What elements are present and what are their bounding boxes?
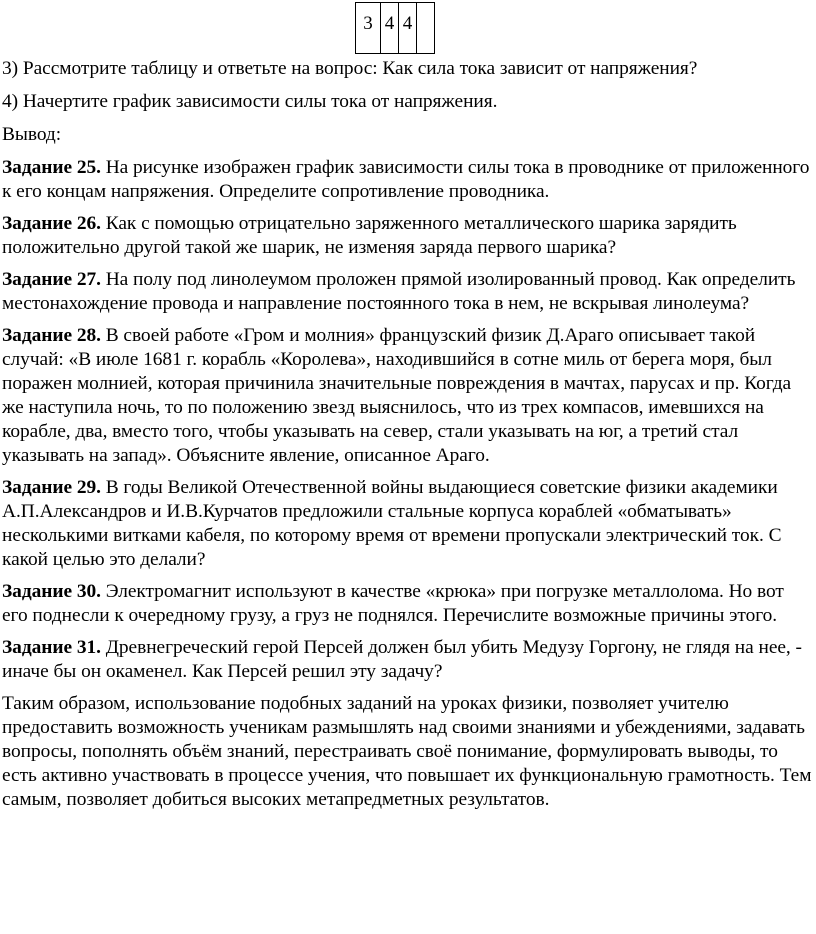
task-label: Задание 28. [2, 325, 101, 346]
task-text: Электромагнит используют в качестве «крюка» при погрузке металлолома. Но вот его поднесли к очередному грузу, а груз не поднялся. Перечислите возможные причины этого. [2, 581, 784, 626]
task-29 [2, 476, 812, 572]
question-item-3: 3) Рассмотрите таблицу и ответьте на вопрос: Как сила тока зависит от напряжения? [2, 58, 698, 79]
task-27 [2, 268, 812, 316]
task-26 [2, 212, 812, 260]
task-25 [2, 156, 812, 204]
document-body [2, 57, 812, 820]
task-text: В годы Великой Отечественной войны выдающиеся советские физики академики А.П.Александров и И.В.Курчатов предложили стальные корпуса кораблей «обматывать» несколькими витками кабеля, по которому время от времени пропускали электрический ток. С какой целью это делали? [2, 477, 782, 570]
task-text: На полу под линолеумом проложен прямой изолированный провод. Как определить местонахождение провода и направление постоянного тока в нем, не вскрывая линолеума? [2, 269, 796, 314]
header-table-cell: 3 [356, 3, 381, 54]
task-31 [2, 636, 812, 684]
task-label: Задание 25. [2, 157, 101, 178]
header-table-cell: 4 [381, 3, 399, 54]
closing-paragraph: Таким образом, использование подобных заданий на уроках физики, позволяет учителю предоставить возможность ученикам размышлять над своими знаниями и убеждениями, задавать вопросы, пополнять объём знаний, перестраивать своё понимание, формулировать выводы, то есть активно участвовать в процессе учения, что повышает их функциональную грамотность. Тем самым, позволяет добиться высоких метапредметных результатов. [2, 693, 812, 810]
header-table-cell [417, 3, 435, 54]
header-table [355, 2, 435, 54]
task-28 [2, 324, 812, 468]
task-text: Древнегреческий герой Персей должен был убить Медузу Горгону, не глядя на нее, - иначе бы он окаменел. Как Персей решил эту задачу? [2, 637, 802, 682]
task-label: Задание 29. [2, 477, 101, 498]
task-text: Как с помощью отрицательно заряженного металлического шарика зарядить положительно другой такой же шарик, не изменяя заряда первого шарика? [2, 213, 737, 258]
task-label: Задание 30. [2, 581, 101, 602]
task-text: На рисунке изображен график зависимости силы тока в проводнике от приложенного к его концам напряжения. Определите сопротивление проводника. [2, 157, 810, 202]
task-label: Задание 26. [2, 213, 101, 234]
header-table-row [356, 3, 435, 54]
header-table-cell: 4 [399, 3, 417, 54]
conclusion-label: Вывод: [2, 124, 62, 145]
task-label: Задание 31. [2, 637, 101, 658]
task-label: Задание 27. [2, 269, 101, 290]
task-30 [2, 580, 812, 628]
question-item-4: 4) Начертите график зависимости силы тока от напряжения. [2, 91, 498, 112]
task-text: В своей работе «Гром и молния» французский физик Д.Араго описывает такой случай: «В июле 1681 г. корабль «Королева», находившийся в сотне миль от берега моря, был поражен молнией, которая причинила значительные повреждения в мачтах, парусах и пр. Когда же наступила ночь, то по положению звезд выяснилось, что из трех компасов, имевшихся на корабле, два, вместо того, чтобы указывать на север, стали указывать на юг, а третий стал указывать на запад». Объясните явление, описанное Араго. [2, 325, 792, 466]
